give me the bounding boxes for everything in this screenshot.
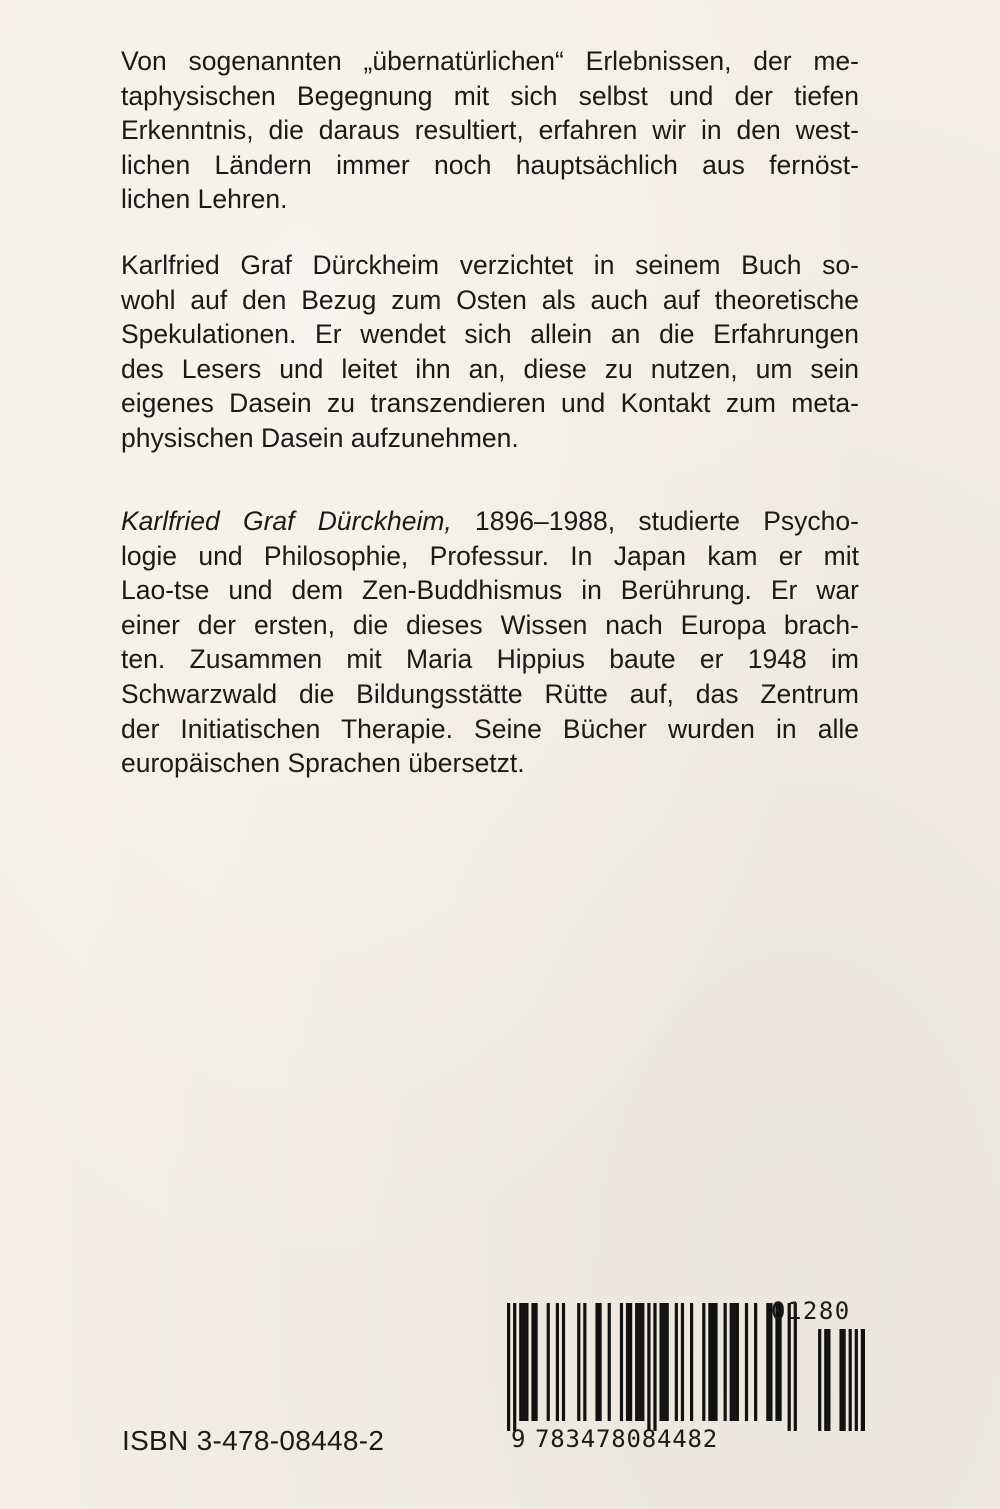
barcode-bar: [702, 1303, 705, 1421]
barcode-bar: [626, 1303, 629, 1421]
ean-first-digit: 9: [511, 1425, 527, 1453]
text-line: der Initiatischen Therapie. Seine Bücher wurden in alle: [121, 713, 859, 744]
barcode-bar: [733, 1303, 736, 1421]
barcode-addon-bar: [849, 1329, 852, 1431]
barcode-bar: [608, 1303, 611, 1421]
text-line: eigenes Dasein zu transzendieren und Kontakt zum meta-: [121, 388, 859, 419]
ean-rest-digits: 783478084482: [535, 1425, 718, 1453]
text-line: Spekulationen. Er wendet sich allein an die Erfahrungen: [121, 319, 859, 350]
barcode-bar: [666, 1303, 669, 1421]
barcode-bar: [513, 1303, 516, 1431]
text-line: lichen Lehren.: [121, 184, 288, 215]
text-line: Von sogenannten „übernatürlichen“ Erlebnissen, der me-: [121, 46, 859, 76]
barcode-bar: [681, 1303, 684, 1421]
text-line: Karlfried Graf Dürckheim verzichtet in seinem Buch so-: [121, 250, 859, 280]
author-dates: 1896–1988, studierte Psycho-: [475, 506, 859, 536]
barcode-bar: [711, 1303, 714, 1421]
text-line: Lao-tse und dem Zen-Buddhismus in Berührung. Er war: [121, 575, 859, 606]
barcode-bar: [736, 1303, 739, 1421]
barcode-addon-bar: [827, 1329, 830, 1431]
barcode-addon-bar: [861, 1329, 864, 1431]
barcode-bar: [583, 1303, 586, 1421]
barcode-bar: [766, 1303, 769, 1421]
text-line: ten. Zusammen mit Maria Hippius baute er 1948 im: [121, 644, 859, 675]
author-name: Karlfried Graf Dürckheim,: [121, 506, 452, 536]
barcode-bar: [562, 1303, 565, 1421]
text-line: wohl auf den Bezug zum Osten als auch auf theoretische: [121, 284, 859, 315]
barcode-bar: [635, 1303, 638, 1421]
barcode-bar: [507, 1303, 510, 1431]
barcode-addon-bar: [839, 1329, 842, 1431]
text-line: Erkenntnis, die daraus resultiert, erfahren wir in den west-: [121, 115, 859, 146]
barcode-addon-bar: [843, 1329, 846, 1431]
barcode-bar: [547, 1303, 550, 1421]
barcode-bar: [534, 1303, 537, 1421]
text-line: Schwarzwald die Bildungsstätte Rütte auf, das Zentrum: [121, 678, 859, 709]
barcode-addon-bar: [824, 1329, 827, 1431]
barcode-bar: [641, 1303, 644, 1421]
blurb-paragraph-2: [121, 248, 859, 456]
barcode-bar: [556, 1303, 559, 1421]
barcode: [505, 1299, 865, 1459]
text-line: physischen Dasein aufzunehmen.: [121, 422, 519, 453]
text-line: des Lesers und leitet ihn an, diese zu nutzen, um sein: [121, 353, 859, 384]
text-line: [121, 504, 859, 539]
barcode-bar: [519, 1303, 522, 1421]
barcode-bar: [745, 1303, 748, 1421]
barcode-addon-bar: [855, 1329, 858, 1431]
text-line: logie und Philosophie, Professur. In Japan kam er mit: [121, 540, 859, 571]
barcode-bar: [675, 1303, 678, 1421]
text-line: lichen Ländern immer noch hauptsächlich aus fernöst-: [121, 149, 859, 180]
barcode-bar: [599, 1303, 602, 1421]
barcode-bar: [660, 1303, 663, 1421]
barcode-bar: [730, 1303, 733, 1421]
barcode-bar: [522, 1303, 525, 1421]
isbn-label: ISBN 3-478-08448-2: [122, 1425, 385, 1456]
text-line: europäischen Sprachen übersetzt.: [121, 748, 525, 779]
barcode-bar: [629, 1303, 632, 1421]
text-line: einer der ersten, die dieses Wissen nach Europa brach-: [121, 609, 859, 640]
barcode-bar: [663, 1303, 666, 1421]
barcode-bar: [577, 1303, 580, 1421]
barcode-bar: [690, 1303, 693, 1421]
barcode-bar: [714, 1303, 717, 1421]
barcode-bar: [595, 1303, 598, 1421]
barcode-bar: [754, 1303, 757, 1421]
barcode-addon-bar: [864, 1329, 865, 1431]
addon-digits: 01280: [771, 1297, 851, 1325]
barcode-bar: [708, 1303, 711, 1421]
author-bio: [121, 504, 859, 781]
barcode-bar: [525, 1303, 528, 1421]
blurb-paragraph-1: [121, 44, 859, 217]
barcode-bar: [638, 1303, 641, 1421]
barcode-bar: [531, 1303, 534, 1421]
barcode-bar: [647, 1303, 650, 1431]
barcode-bar: [653, 1303, 656, 1431]
barcode-bar: [620, 1303, 623, 1421]
barcode-addon-bar: [818, 1329, 821, 1431]
text-line: taphysischen Begegnung mit sich selbst und der tiefen: [121, 80, 859, 111]
barcode-bar: [724, 1303, 727, 1421]
